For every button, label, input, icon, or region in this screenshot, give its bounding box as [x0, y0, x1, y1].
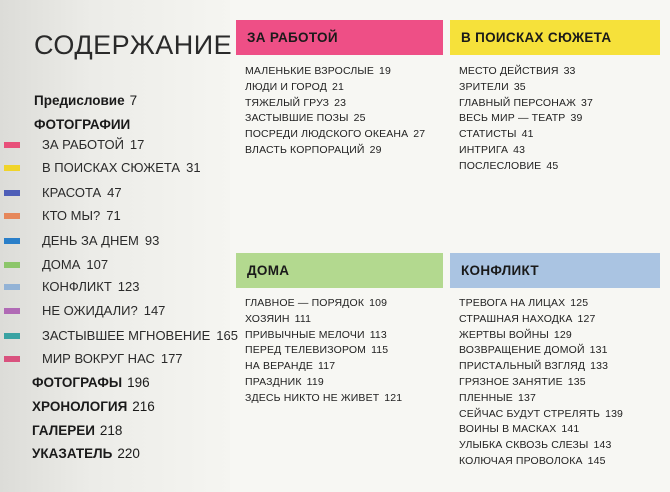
list-item[interactable]: ВОЗВРАЩЕНИЕ ДОМОЙ 131	[459, 344, 608, 357]
toc-entry-page: 147	[143, 303, 166, 318]
toc-entry-page: 107	[86, 257, 109, 272]
list-item[interactable]: ВЛАСТЬ КОРПОРАЦИЙ 29	[245, 143, 382, 156]
chapter-color-swatch	[4, 284, 20, 290]
toc-entry-page: 7	[129, 93, 138, 108]
toc-entry-label: ХРОНОЛОГИЯ	[32, 399, 128, 414]
toc-entry-label: КТО МЫ?	[42, 208, 101, 223]
chapter-color-swatch	[4, 213, 20, 219]
list-item[interactable]: ГЛАВНЫЙ ПЕРСОНАЖ 37	[459, 96, 593, 109]
list-item[interactable]: КОЛЮЧАЯ ПРОВОЛОКА 145	[459, 454, 606, 467]
toc-entry-label: ДЕНЬ ЗА ДНЕМ	[42, 233, 139, 248]
toc-entry-page: 218	[99, 423, 123, 438]
list-item[interactable]: УЛЫБКА СКВОЗЬ СЛЕЗЫ 143	[459, 439, 612, 452]
toc-entry-page: 17	[129, 137, 145, 152]
section-doma	[236, 253, 443, 483]
toc-entry-page: 31	[186, 160, 201, 175]
list-item[interactable]: ПРИСТАЛЬНЫЙ ВЗГЛЯД 133	[459, 360, 609, 373]
toc-entry-label: НЕ ОЖИДАЛИ?	[42, 303, 138, 318]
list-item[interactable]: ПЛЕННЫЕ 137	[459, 391, 536, 404]
page-title: СОДЕРЖАНИЕ	[34, 30, 233, 60]
list-item[interactable]: ТЯЖЕЛЫЙ ГРУЗ 23	[245, 96, 347, 109]
section-v-poiskakh-syuzheta	[450, 20, 660, 220]
list-item[interactable]: ЛЮДИ И ГОРОД 21	[245, 80, 344, 93]
toc-entry-label: ФОТОГРАФЫ	[32, 375, 123, 390]
section-header[interactable]: ЗА РАБОТОЙ	[236, 20, 443, 55]
toc-entry-page: 71	[106, 208, 121, 223]
toc-entry-label: ГАЛЕРЕИ	[32, 423, 95, 438]
list-item[interactable]: ХОЗЯИН 111	[245, 312, 312, 325]
section-za-rabotoy	[236, 20, 443, 220]
list-item[interactable]: ГЛАВНОЕ — ПОРЯДОК 109	[245, 297, 388, 309]
section-konflikt	[450, 253, 660, 483]
list-item[interactable]: ВОИНЫ В МАСКАХ 141	[459, 423, 580, 436]
section-header[interactable]: ДОМА	[236, 253, 443, 288]
list-item[interactable]: ПЕРЕД ТЕЛЕВИЗОРОМ 115	[245, 344, 389, 357]
chapter-color-swatch	[4, 165, 20, 171]
toc-entry-page: 165	[216, 328, 238, 343]
list-item[interactable]: МАЛЕНЬКИЕ ВЗРОСЛЫЕ 19	[245, 65, 391, 77]
chapter-color-swatch	[4, 333, 20, 339]
toc-heading-label: ФОТОГРАФИИ	[34, 117, 131, 132]
toc-entry-label: Предисловие	[34, 93, 125, 108]
section-items	[459, 296, 623, 470]
toc-entry-label: ЗА РАБОТОЙ	[42, 137, 124, 152]
chapter-color-swatch	[4, 356, 20, 362]
list-item[interactable]: ПРИВЫЧНЫЕ МЕЛОЧИ 113	[245, 328, 387, 341]
section-items	[245, 296, 402, 407]
list-item[interactable]: ЗРИТЕЛИ 35	[459, 80, 526, 93]
section-header[interactable]: В ПОИСКАХ СЮЖЕТА	[450, 20, 660, 55]
chapter-color-swatch	[4, 190, 20, 196]
chapter-color-swatch	[4, 142, 20, 148]
toc-entry-label: ЗАСТЫВШЕЕ МГНОВЕНИЕ	[42, 328, 211, 343]
toc-entry-page: 216	[132, 399, 155, 414]
toc-entry-page: 93	[144, 233, 160, 248]
list-item[interactable]: ПОСЛЕСЛОВИЕ 45	[459, 159, 559, 172]
list-item[interactable]: ПОСРЕДИ ЛЮДСКОГО ОКЕАНА 27	[245, 128, 426, 141]
list-item[interactable]: ВЕСЬ МИР — ТЕАТР 39	[459, 112, 583, 125]
chapter-color-swatch	[4, 308, 20, 314]
toc-entry-label: УКАЗАТЕЛЬ	[32, 446, 113, 461]
list-item[interactable]: НА ВЕРАНДЕ 117	[245, 360, 336, 373]
list-item[interactable]: СТРАШНАЯ НАХОДКА 127	[459, 312, 596, 325]
toc-entry-page: 47	[107, 185, 122, 200]
toc-entry-label: МИР ВОКРУГ НАС	[42, 351, 155, 366]
toc-entry-label: КОНФЛИКТ	[42, 279, 112, 294]
chapter-color-swatch	[4, 262, 20, 268]
list-item[interactable]: МЕСТО ДЕЙСТВИЯ 33	[459, 65, 576, 77]
toc-entry-page: 220	[117, 446, 140, 461]
toc-entry-page: 123	[117, 279, 140, 294]
section-items	[245, 64, 425, 159]
list-item[interactable]: ЗАСТЫВШИЕ ПОЗЫ 25	[245, 112, 366, 125]
toc-entry-page: 177	[160, 351, 183, 366]
list-item[interactable]: ПРАЗДНИК 119	[245, 375, 324, 388]
toc-entry-label: В ПОИСКАХ СЮЖЕТА	[42, 160, 181, 175]
list-item[interactable]: СТАТИСТЫ 41	[459, 128, 534, 141]
section-header[interactable]: КОНФЛИКТ	[450, 253, 660, 288]
list-item[interactable]: ГРЯЗНОЕ ЗАНЯТИЕ 135	[459, 375, 586, 388]
toc-entry-label: КРАСОТА	[42, 185, 102, 200]
list-item[interactable]: СЕЙЧАС БУДУТ СТРЕЛЯТЬ 139	[459, 407, 624, 420]
toc-entry-label: ДОМА	[42, 257, 81, 272]
list-item[interactable]: ЖЕРТВЫ ВОЙНЫ 129	[459, 328, 572, 341]
chapter-color-swatch	[4, 238, 20, 244]
list-item[interactable]: ТРЕВОГА НА ЛИЦАХ 125	[459, 297, 589, 309]
toc-entry-page: 196	[127, 375, 150, 390]
list-item[interactable]: ЗДЕСЬ НИКТО НЕ ЖИВЕТ 121	[245, 391, 403, 404]
section-items	[459, 64, 593, 175]
list-item[interactable]: ИНТРИГА 43	[459, 143, 526, 156]
